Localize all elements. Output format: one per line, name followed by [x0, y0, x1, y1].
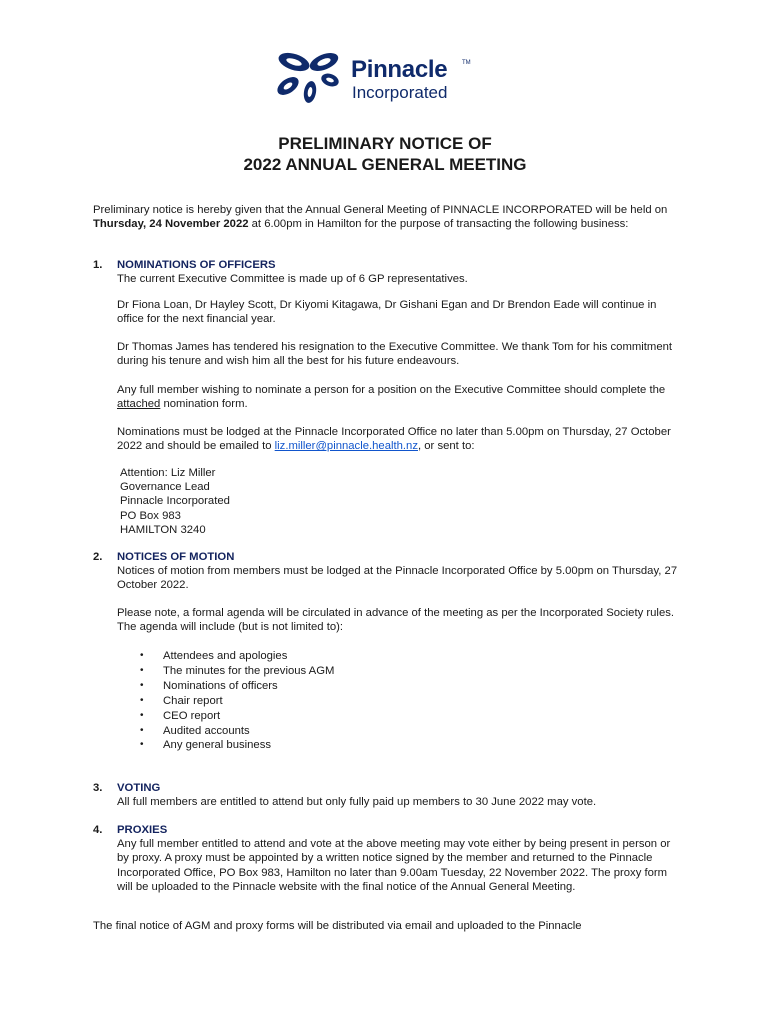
attached-link[interactable]: attached — [117, 398, 161, 411]
section1-p5-text-end: , or sent to: — [418, 440, 475, 453]
intro-paragraph — [93, 203, 683, 232]
section-heading-motion: NOTICES OF MOTION — [117, 551, 235, 563]
postal-address — [120, 466, 230, 537]
list-item: • Any general business — [137, 738, 334, 753]
address-line: PO Box 983 — [120, 509, 181, 522]
section4-paragraph-1: Any full member entitled to attend and vote at the above meeting may vote either by being present in person or by proxy. A proxy must be appointed by a written notice signed by the member and returned to the Pinnacle Incorporated Office, PO Box 983, Hamilton no later than 9.00am Tuesday, 22 November 2022. The proxy form will be uploaded to the Pinnacle website with the final notice of the Annual General Meeting. — [117, 838, 671, 893]
section1-paragraph-2: Dr Fiona Loan, Dr Hayley Scott, Dr Kiyomi Kitagawa, Dr Gishani Egan and Dr Brendon Eade will continue in office for the next financial year. — [117, 299, 657, 326]
list-item: • Attendees and apologies — [137, 649, 334, 664]
section-number-1: 1. — [93, 259, 103, 271]
list-item: • CEO report — [137, 709, 334, 724]
section1-paragraph-1: The current Executive Committee is made up of 6 GP representatives. — [117, 273, 468, 285]
section1-p5-text: Nominations must be lodged at the Pinnacle Incorporated Office no later than 5.00pm on Thursday, 27 October 2022 and should be emailed to — [117, 426, 671, 453]
intro-text-start: Preliminary notice is hereby given that the Annual General Meeting of PINNACLE INCORPORATED will be held on — [93, 204, 668, 216]
section2-paragraph-1: Notices of motion from members must be lodged at the Pinnacle Incorporated Office by 5.00pm on Thursday, 27 October 2022. — [117, 565, 678, 592]
pinnacle-logo — [274, 50, 474, 108]
section1-paragraph-4 — [117, 383, 682, 412]
section-heading-voting: VOTING — [117, 782, 161, 794]
page-title-line2: 2022 ANNUAL GENERAL MEETING — [243, 155, 527, 174]
section-number-4: 4. — [93, 824, 103, 836]
section1-paragraph-3: Dr Thomas James has tendered his resignation to the Executive Committee. We thank Tom for his commitment during his tenure and wish him all the best for his future endeavours. — [117, 341, 673, 368]
section1-p4-text: Any full member wishing to nominate a person for a position on the Executive Committee should complete the — [117, 384, 666, 396]
section1-p4-text-end: nomination form. — [160, 398, 248, 411]
logo-subtitle: Incorporated — [352, 83, 448, 102]
list-item: • Nominations of officers — [137, 679, 334, 694]
section2-paragraph-2: Please note, a formal agenda will be circulated in advance of the meeting as per the Incorporated Society rules. The agenda will include (but is not limited to): — [117, 607, 675, 634]
logo-trademark: TM — [462, 60, 471, 66]
page-title-line1: PRELIMINARY NOTICE OF — [278, 134, 492, 153]
flower-logo-icon — [274, 50, 348, 104]
address-line: Attention: Liz Miller — [120, 467, 216, 479]
meeting-date: Thursday, 24 November 2022 — [93, 218, 249, 231]
section-number-2: 2. — [93, 551, 103, 563]
final-notice-text: The final notice of AGM and proxy forms will be distributed via email and uploaded to the Pinnacle — [93, 920, 582, 932]
section-heading-proxies: PROXIES — [117, 824, 168, 836]
email-link[interactable]: liz.miller@pinnacle.health.nz — [274, 440, 418, 453]
address-line: HAMILTON 3240 — [120, 523, 206, 536]
section-heading-nominations: NOMINATIONS OF OFFICERS — [117, 259, 276, 271]
list-item: • Chair report — [137, 694, 334, 709]
address-line: Pinnacle Incorporated — [120, 495, 230, 508]
address-line: Governance Lead — [120, 481, 210, 494]
logo-wordmark: Pinnacle — [351, 56, 448, 83]
list-item: • The minutes for the previous AGM — [137, 664, 334, 679]
section-number-3: 3. — [93, 782, 103, 794]
section3-paragraph-1: All full members are entitled to attend but only fully paid up members to 30 June 2022 may vote. — [117, 796, 597, 808]
section1-paragraph-5 — [117, 425, 682, 454]
agenda-list — [137, 649, 334, 753]
list-item: • Audited accounts — [137, 724, 334, 739]
intro-text-end: at 6.00pm in Hamilton for the purpose of transacting the following business: — [248, 218, 629, 231]
